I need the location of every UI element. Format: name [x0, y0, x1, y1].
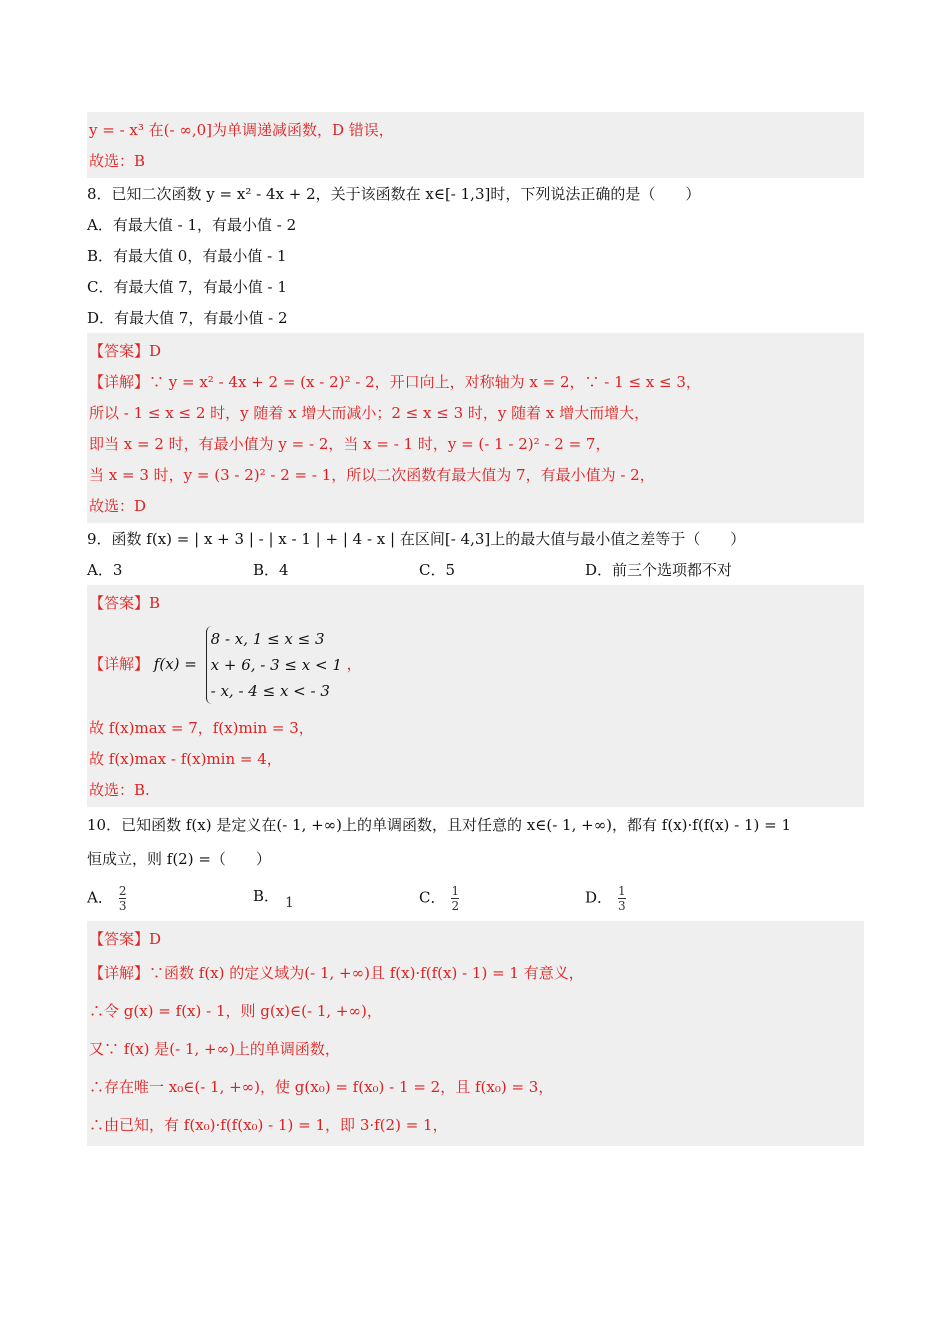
q10-detail-line: ∴存在唯一 x₀∈(- 1, +∞)，使 g(x₀) = f(x₀) - 1 = 2，且 f(x₀) = 3， — [89, 1078, 554, 1096]
q9-answer: 【答案】B — [89, 594, 161, 612]
q10-option-label: C． — [419, 888, 446, 907]
q8-detail-line: 即当 x = 2 时，有最小值为 y = - 2，当 x = - 1 时，y = (- 1 - 2)² - 2 = 7， — [89, 435, 611, 453]
q10-answer: 【答案】D — [89, 930, 162, 948]
q8-solution — [87, 333, 864, 523]
q9-detail-label: 【详解】 — [89, 655, 150, 673]
fraction-numerator: 1 — [451, 884, 460, 898]
q10-option-label: D． — [585, 888, 613, 907]
q9-case: x + 6, - 3 ≤ x < 1 — [210, 656, 342, 674]
q8-detail-line: 所以 - 1 ≤ x ≤ 2 时，y 随着 x 增大而减小；2 ≤ x ≤ 3 时，y 随着 x 增大而增大， — [89, 404, 650, 422]
q9-question — [87, 523, 864, 585]
q10-option-fraction — [618, 884, 626, 913]
q10-solution — [87, 921, 864, 1146]
fraction-numerator: 2 — [118, 884, 127, 898]
q9-case: 8 - x, 1 ≤ x ≤ 3 — [210, 630, 325, 648]
q9-piecewise-lhs: f(x) = — [153, 655, 197, 673]
q10-option-label: B． — [253, 887, 280, 905]
q8-detail-line: 【详解】∵ y = x² - 4x + 2 = (x - 2)² - 2，开口向上，对称轴为 x = 2，∵ - 1 ≤ x ≤ 3， — [89, 373, 701, 391]
fraction-denominator: 2 — [451, 899, 460, 913]
q10-option-a — [87, 884, 253, 913]
document-page — [87, 112, 864, 1146]
fraction-denominator: 3 — [118, 899, 127, 913]
q10-option-b — [253, 884, 419, 913]
q10-option-d — [585, 884, 626, 913]
q9-piecewise — [89, 618, 864, 712]
q7-detail-line: y = - x³ 在(- ∞,0]为单调递减函数，D 错误， — [89, 121, 394, 139]
q9-piecewise-cases — [206, 626, 342, 704]
q10-detail-line: ∴令 g(x) = f(x) - 1，则 g(x)∈(- 1, +∞)， — [89, 1002, 382, 1020]
q10-option-value — [285, 884, 294, 910]
option-value: 1 — [285, 895, 294, 911]
q9-option-a: A．3 — [87, 561, 123, 579]
fraction-denominator: 3 — [618, 899, 626, 913]
q8-option-b: B．有最大值 0，有最小值 - 1 — [87, 247, 287, 265]
q10-option-fraction — [119, 884, 127, 913]
q10-detail-line: 【详解】∵函数 f(x) 的定义域为(- 1, +∞)且 f(x)·f(f(x) - 1) = 1 有意义， — [89, 964, 584, 982]
q9-choice: 故选：B. — [89, 781, 150, 799]
q8-option-d: D．有最大值 7，有最小值 - 2 — [87, 309, 288, 327]
q8-answer: 【答案】D — [89, 342, 162, 360]
q10-detail-line: 又∵ f(x) 是(- 1, +∞)上的单调函数， — [89, 1040, 340, 1058]
q10-question — [87, 807, 864, 921]
q9-detail-line: 故 f(x)max = 7，f(x)min = 3， — [89, 719, 314, 737]
q8-detail-line: 当 x = 3 时，y = (3 - 2)² - 2 = - 1，所以二次函数有最大值为 7，有最小值为 - 2， — [89, 466, 655, 484]
q10-option-fraction — [451, 884, 459, 913]
q9-option-b: B．4 — [253, 561, 289, 579]
q9-option-c: C．5 — [419, 561, 456, 579]
q7-solution-tail — [87, 112, 864, 178]
q9-piecewise-tail: ， — [346, 655, 362, 673]
q8-option-a: A．有最大值 - 1，有最小值 - 2 — [87, 216, 297, 234]
q8-option-c: C．有最大值 7，有最小值 - 1 — [87, 278, 287, 296]
q10-stem: 10．已知函数 f(x) 是定义在(- 1, +∞)上的单调函数，且对任意的 x∈(- 1, +∞)，都有 f(x)·f(f(x) - 1) = 1 — [87, 816, 792, 834]
q9-solution — [87, 585, 864, 807]
q8-stem: 8．已知二次函数 y = x² - 4x + 2，关于该函数在 x∈[- 1,3]时，下列说法正确的是（ ） — [87, 185, 701, 203]
q9-option-d: D．前三个选项都不对 — [585, 561, 733, 579]
q10-option-c — [419, 884, 585, 913]
q8-question — [87, 178, 864, 333]
q9-case: - x, - 4 ≤ x < - 3 — [210, 682, 330, 700]
q10-options — [87, 874, 864, 921]
q10-option-label: A． — [87, 888, 113, 907]
q10-stem-cont: 恒成立，则 f(2) =（ ） — [87, 850, 271, 868]
q9-stem: 9．函数 f(x) = | x + 3 | - | x - 1 | + | 4 - x | 在区间[- 4,3]上的最大值与最小值之差等于（ ） — [87, 530, 746, 548]
q9-options — [87, 554, 864, 585]
fraction-numerator: 1 — [618, 884, 626, 898]
q8-choice: 故选：D — [89, 497, 147, 515]
q10-detail-line: ∴由已知，有 f(x₀)·f(f(x₀) - 1) = 1，即 3·f(2) = 1， — [89, 1116, 448, 1134]
q7-choice: 故选：B — [89, 152, 146, 170]
q9-detail-line: 故 f(x)max - f(x)min = 4， — [89, 750, 282, 768]
